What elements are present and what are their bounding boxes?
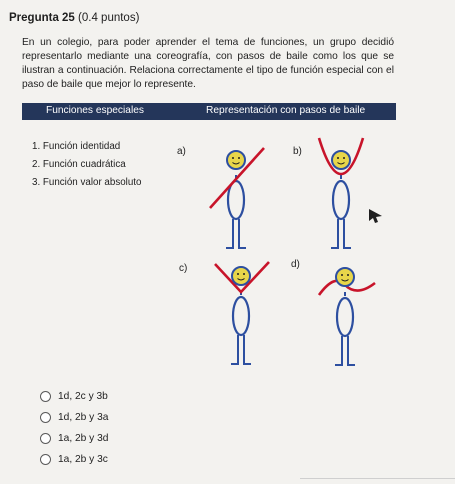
option-2[interactable] — [40, 407, 108, 428]
question-points: (0.4 puntos) — [78, 12, 140, 24]
question-number: Pregunta 25 — [9, 12, 75, 24]
option-4[interactable] — [40, 449, 108, 470]
figure-label-c: c) — [179, 263, 188, 274]
figure-label-a: a) — [177, 146, 186, 157]
answer-options — [40, 386, 108, 470]
figure-c — [215, 262, 269, 364]
cursor-arrow-icon — [369, 209, 382, 223]
radio-button[interactable] — [40, 412, 51, 423]
option-label: 1d, 2c y 3b — [58, 391, 108, 402]
question-text: En un colegio, para poder aprender el tema de funciones, un grupo decidió representarlo mediante una coreografía, con pasos de baile como los que se ilustran a continuación. Relaciona correctamente el tipo de función especial con el paso de baile que mejor lo represente. — [22, 37, 394, 90]
figure-b — [319, 138, 363, 248]
option-1[interactable] — [40, 386, 108, 407]
option-label: 1d, 2b y 3a — [58, 412, 109, 423]
option-3[interactable] — [40, 428, 108, 449]
header-dance-steps: Representación con pasos de baile — [206, 105, 366, 116]
option-label: 1a, 2b y 3c — [58, 454, 108, 465]
radio-button[interactable] — [40, 391, 51, 402]
option-label: 1a, 2b y 3d — [58, 433, 109, 444]
header-functions: Funciones especiales — [46, 105, 144, 116]
figure-label-d: d) — [291, 259, 300, 270]
function-item-absolute: 3. Función valor absoluto — [32, 177, 142, 188]
figure-label-b: b) — [293, 146, 302, 157]
function-item-quadratic: 2. Función cuadrática — [32, 159, 126, 170]
figure-a — [210, 148, 264, 248]
radio-button[interactable] — [40, 433, 51, 444]
function-item-identity: 1. Función identidad — [32, 141, 121, 152]
radio-button[interactable] — [40, 454, 51, 465]
divider — [300, 478, 455, 479]
figure-d — [319, 268, 375, 365]
